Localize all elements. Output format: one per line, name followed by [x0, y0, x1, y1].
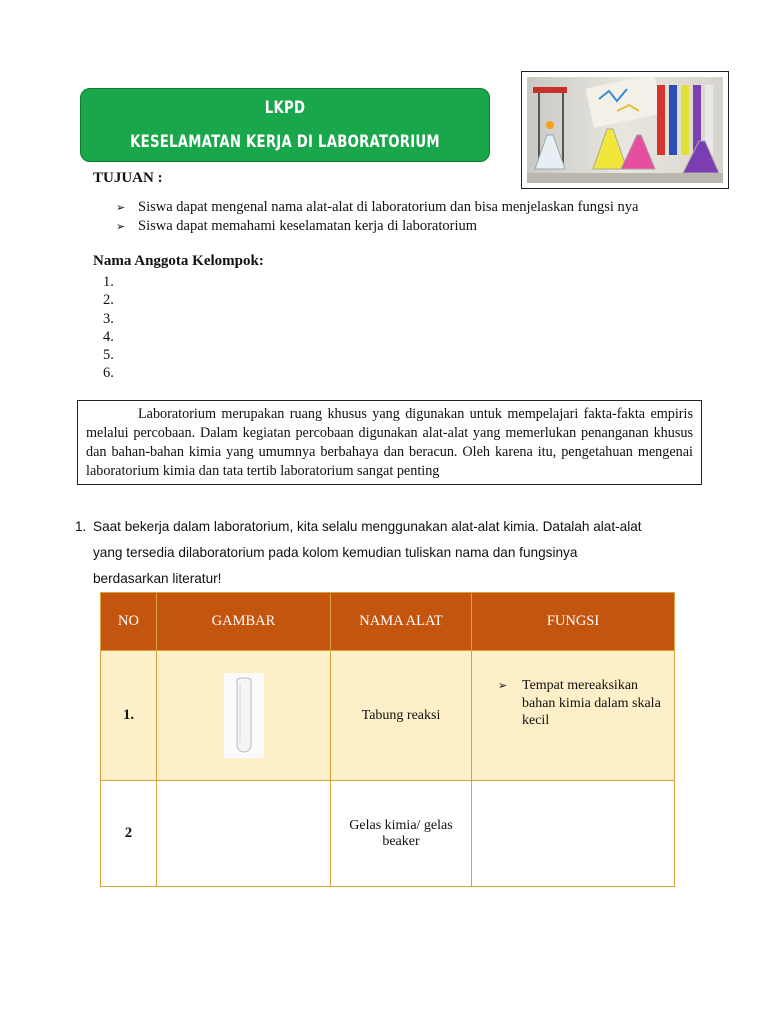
table-header-row — [101, 593, 675, 651]
arrow-bullet-icon: ➢ — [116, 201, 126, 214]
row-fungsi-cell — [472, 781, 675, 887]
member-item: 1. — [103, 274, 114, 290]
row-fungsi: Tempat mereaksikan bahan kimia dalam skala kecil — [522, 678, 661, 728]
table-row — [101, 781, 675, 887]
title-line-2: KESELAMATAN KERJA DI LABORATORIUM — [130, 132, 440, 152]
member-item: 3. — [103, 310, 114, 327]
header-fungsi: FUNGSI — [472, 593, 675, 651]
member-item: 6. — [103, 365, 114, 382]
question-number: 1. — [75, 519, 87, 534]
goals-list — [116, 198, 639, 236]
table-row — [101, 651, 675, 781]
goal-text: Siswa dapat mengenal nama alat-alat di laboratorium dan bisa menjelaskan fungsi nya — [138, 199, 639, 215]
arrow-bullet-icon: ➢ — [498, 679, 508, 692]
goal-item — [116, 198, 639, 217]
goal-item — [116, 217, 639, 236]
goal-text: Siswa dapat memahami keselamatan kerja di laboratorium — [138, 218, 478, 234]
row-number: 2 — [101, 781, 157, 887]
intro-paragraph: Laboratorium merupakan ruang khusus yang digunakan untuk mempelajari fakta-fakta empiris melalui percobaan. Dalam kegiatan percobaan digunakan alat-alat yang memerlukan penanganan khusus dan bahan-bahan kimia yang umumnya berbahaya dan beracun. Oleh karena itu, pengetahuan mengenai laboratorium kimia dan tata tertib laboratorium sangat penting — [77, 400, 702, 485]
member-item: 5. — [103, 347, 114, 364]
lab-equipment-table — [100, 592, 675, 887]
laboratory-glassware-photo — [521, 71, 729, 189]
row-fungsi-cell — [472, 651, 675, 781]
question-line-2: yang tersedia dilaboratorium pada kolom kemudian tuliskan nama dan fungsinya — [93, 545, 578, 560]
member-item: 4. — [103, 328, 114, 345]
test-tube-icon — [224, 673, 264, 758]
row-name: Gelas kimia/ gelas beaker — [331, 781, 472, 887]
question-line-3: berdasarkan literatur! — [93, 571, 222, 586]
header-no: NO — [101, 593, 157, 651]
title-banner — [80, 88, 490, 162]
arrow-bullet-icon: ➢ — [116, 220, 126, 233]
header-gambar: GAMBAR — [157, 593, 331, 651]
question-line-1: Saat bekerja dalam laboratorium, kita selalu menggunakan alat-alat kimia. Datalah alat-alat — [93, 519, 642, 534]
row-image-cell — [157, 651, 331, 781]
question-1 — [75, 514, 695, 592]
row-image-cell — [157, 781, 331, 887]
members-label: Nama Anggota Kelompok: — [93, 253, 264, 269]
title-line-1: LKPD — [264, 98, 306, 118]
tujuan-label: TUJUAN : — [93, 170, 163, 186]
members-list — [103, 273, 114, 383]
header-nama-alat: NAMA ALAT — [331, 593, 472, 651]
row-name: Tabung reaksi — [331, 651, 472, 781]
member-item: 2. — [103, 292, 114, 309]
row-number: 1. — [101, 651, 157, 781]
laboratory-glassware-icon — [527, 77, 723, 183]
